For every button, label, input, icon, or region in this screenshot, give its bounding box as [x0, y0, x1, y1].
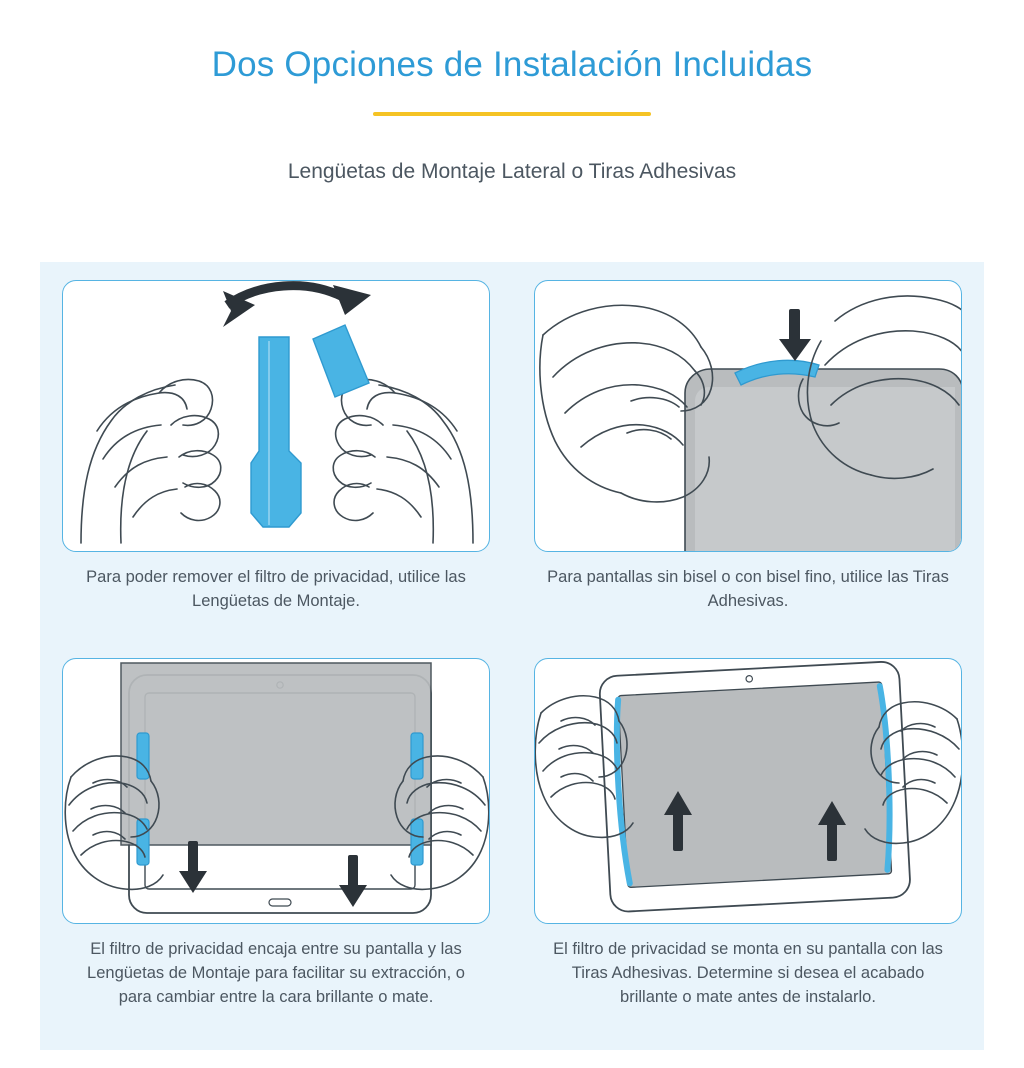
panel-3-art-frame [62, 658, 490, 924]
double-arrow-icon [223, 285, 371, 327]
panel-4-art-frame [534, 658, 962, 924]
filter-mounted-with-adhesive-strips-illustration [535, 659, 962, 924]
panel-filter-mounted-with-strips [512, 640, 984, 1050]
hands-applying-adhesive-strip-illustration [535, 281, 962, 552]
panel-grid [40, 262, 984, 1050]
panel-filter-slides-into-tabs [40, 640, 512, 1050]
hands-peeling-mounting-tab-illustration [63, 281, 490, 552]
panel-2-art-frame [534, 280, 962, 552]
page-title: Dos Opciones de Instalación Incluidas [211, 45, 813, 84]
infographic-page [0, 44, 1024, 1068]
panel-2-caption: Para pantallas sin bisel o con bisel fino, utilice las Tiras Adhesivas. [547, 568, 949, 610]
panel-1-art-frame [62, 280, 490, 552]
filter-sliding-into-mounting-tabs-illustration [63, 659, 490, 924]
panel-adhesive-strips-apply [512, 262, 984, 640]
panel-3-caption: El filtro de privacidad encaja entre su pantalla y las Lengüetas de Montaje para facilitar su extracción, o para cambiar entre la cara brillante o mate. [87, 940, 465, 1006]
mounting-tab-strip [251, 337, 301, 527]
peeled-liner-piece [313, 325, 369, 397]
panel-4-caption: El filtro de privacidad se monta en su pantalla con las Tiras Adhesivas. Determine si desea el acabado brillante o mate antes de instalarlo. [553, 940, 943, 1006]
page-subtitle: Lengüetas de Montaje Lateral o Tiras Adhesivas [287, 160, 737, 183]
down-arrow-icon [779, 309, 811, 361]
panel-1-caption: Para poder remover el filtro de privacidad, utilice las Lengüetas de Montaje. [86, 568, 466, 610]
title-underline-rule [373, 112, 651, 116]
panel-mounting-tabs-peel [40, 262, 512, 640]
